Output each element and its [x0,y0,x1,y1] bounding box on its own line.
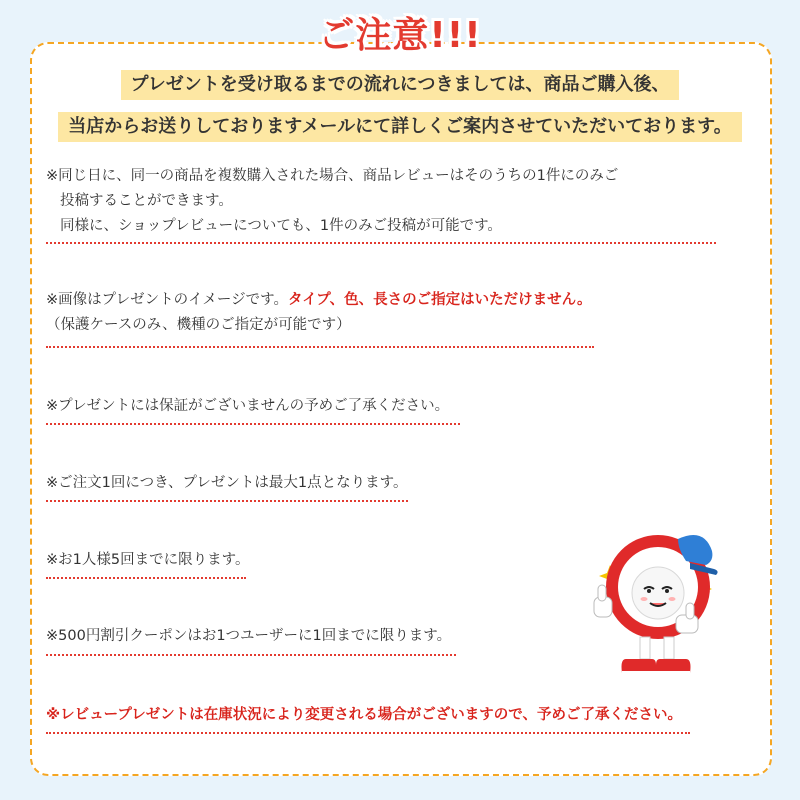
note-5: ※お1人様5回までに限ります。 [46,552,250,568]
divider-4 [46,500,408,502]
divider-6 [46,654,456,656]
page-title: ご注意!!! [304,12,495,60]
divider-3 [46,423,460,425]
divider-1 [46,242,716,244]
highlight-text-2: 当店からお送りしておりますメールにて詳しくご案内させていただいております。 [58,112,741,142]
note-1 [46,164,618,239]
note-2-line-1 [46,288,591,313]
note-1-line-2: 投稿することができます。 [60,193,233,209]
note-7: ※レビュープレゼントは在庫状況により変更される場合がございますので、予めご了承ください。 [46,707,682,723]
note-6: ※500円割引クーポンはお1つユーザーに1回までに限ります。 [46,628,452,644]
note-2-prefix: ※画像はプレゼントのイメージです。 [46,292,288,308]
note-1-line-3: 同様に、ショップレビューについても、1件のみご投稿が可能です。 [60,218,502,234]
highlight-text-1: プレゼントを受け取るまでの流れにつきましては、商品ご購入後、 [121,70,680,100]
note-2-line-2: （保護ケースのみ、機種のご指定が可能です） [46,317,351,333]
note-2-warning: タイプ、色、長さのご指定はいただけません。 [287,292,592,308]
highlight-line-2 [0,112,800,142]
note-3: ※プレゼントには保証がございませんの予めご了承ください。 [46,398,450,414]
note-1-line-1: ※同じ日に、同一の商品を複数購入された場合、商品レビューはそのうちの1件にのみご [46,168,619,184]
divider-7 [46,732,690,734]
note-4: ※ご注文1回につき、プレゼントは最大1点となります。 [46,475,408,491]
thumbs-up-mascot-icon [590,515,740,680]
title-wrap [0,12,800,60]
divider-2 [46,346,594,348]
highlight-line-1 [0,70,800,100]
note-2 [46,288,591,338]
divider-5 [46,577,246,579]
